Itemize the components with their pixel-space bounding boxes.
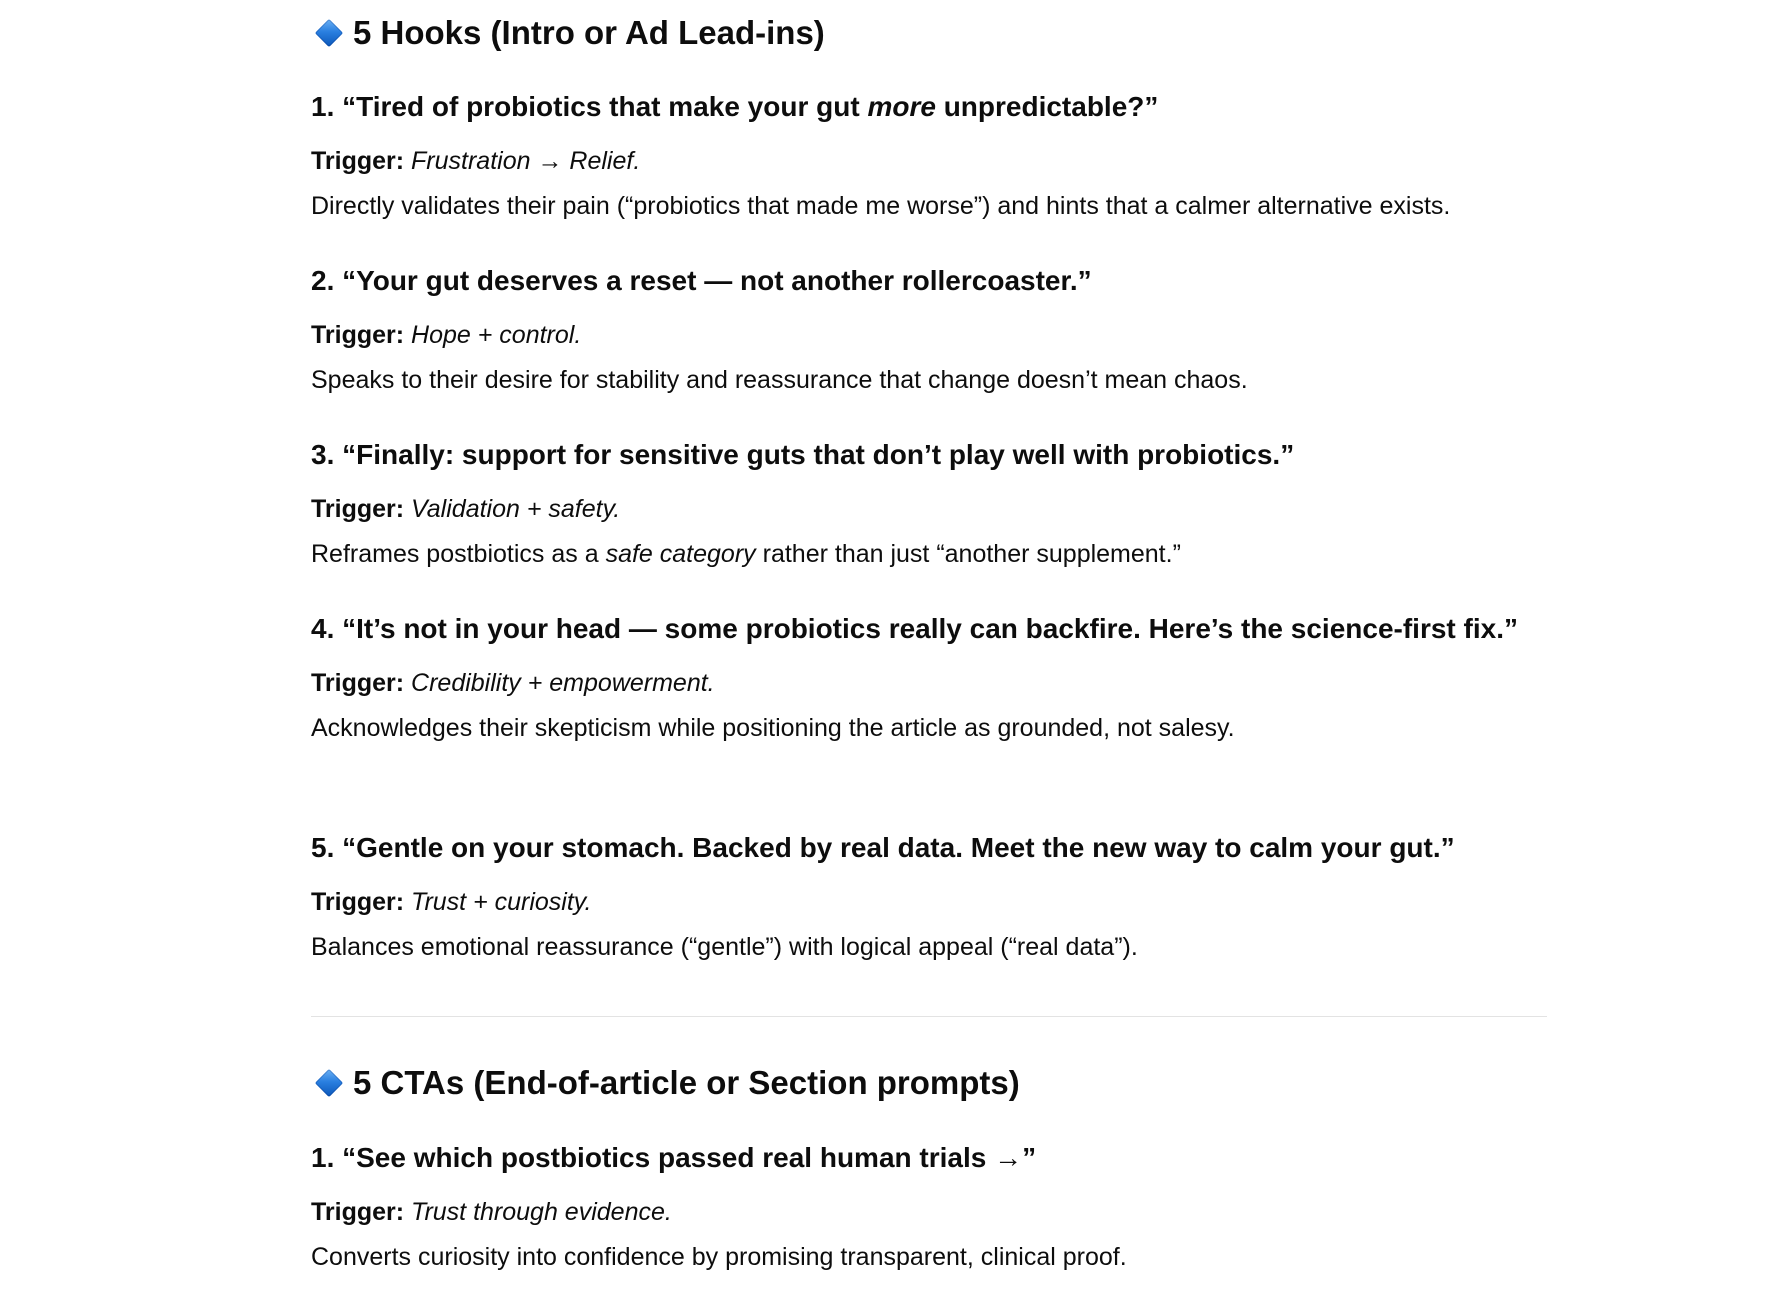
hook-title: 5. “Gentle on your stomach. Backed by real data. Meet the new way to calm your gut.” xyxy=(311,832,1455,863)
hook-description: Directly validates their pain (“probiotics that made me worse”) and hints that a calmer alternative exists. xyxy=(311,192,1451,220)
hook-title: 2. “Your gut deserves a reset — not another rollercoaster.” xyxy=(311,265,1092,296)
blue-diamond-icon xyxy=(315,19,343,47)
hook-trigger: Trigger: Validation + safety. xyxy=(311,495,621,523)
hook-description: Acknowledges their skepticism while positioning the article as grounded, not salesy. xyxy=(311,714,1235,742)
hook-description: Reframes postbiotics as a safe category rather than just “another supplement.” xyxy=(311,540,1181,568)
cta-item-1 xyxy=(311,1135,1547,1272)
hook-item-5 xyxy=(311,825,1547,962)
hook-item-2 xyxy=(311,258,1547,395)
cta-description: Converts curiosity into confidence by promising transparent, clinical proof. xyxy=(311,1243,1127,1271)
hook-title: 3. “Finally: support for sensitive guts that don’t play well with probiotics.” xyxy=(311,439,1295,470)
hook-trigger: Trigger: Hope + control. xyxy=(311,321,582,349)
cta-title: 1. “See which postbiotics passed real human trials →” xyxy=(311,1142,1037,1173)
hook-description: Speaks to their desire for stability and reassurance that change doesn’t mean chaos. xyxy=(311,366,1248,394)
hook-trigger: Trigger: Trust + curiosity. xyxy=(311,888,592,916)
hook-title: 1. “Tired of probiotics that make your gut more unpredictable?” xyxy=(311,91,1159,122)
hook-trigger: Trigger: Frustration → Relief. xyxy=(311,147,641,175)
hook-item-4 xyxy=(311,606,1547,743)
blue-diamond-icon xyxy=(315,1069,343,1097)
section-heading-ctas xyxy=(311,1064,1020,1102)
section-heading-hooks xyxy=(311,14,825,52)
hook-title: 4. “It’s not in your head — some probiotics really can backfire. Here’s the science-first fix.” xyxy=(311,613,1518,644)
hook-trigger: Trigger: Credibility + empowerment. xyxy=(311,669,715,697)
section-title-text: 5 Hooks (Intro or Ad Lead-ins) xyxy=(353,14,825,51)
section-title-text: 5 CTAs (End-of-article or Section prompts) xyxy=(353,1064,1020,1101)
hook-item-3 xyxy=(311,432,1547,569)
section-divider xyxy=(311,1016,1547,1017)
hook-description: Balances emotional reassurance (“gentle”) with logical appeal (“real data”). xyxy=(311,933,1138,961)
hook-item-1 xyxy=(311,84,1547,221)
cta-trigger: Trigger: Trust through evidence. xyxy=(311,1198,672,1226)
